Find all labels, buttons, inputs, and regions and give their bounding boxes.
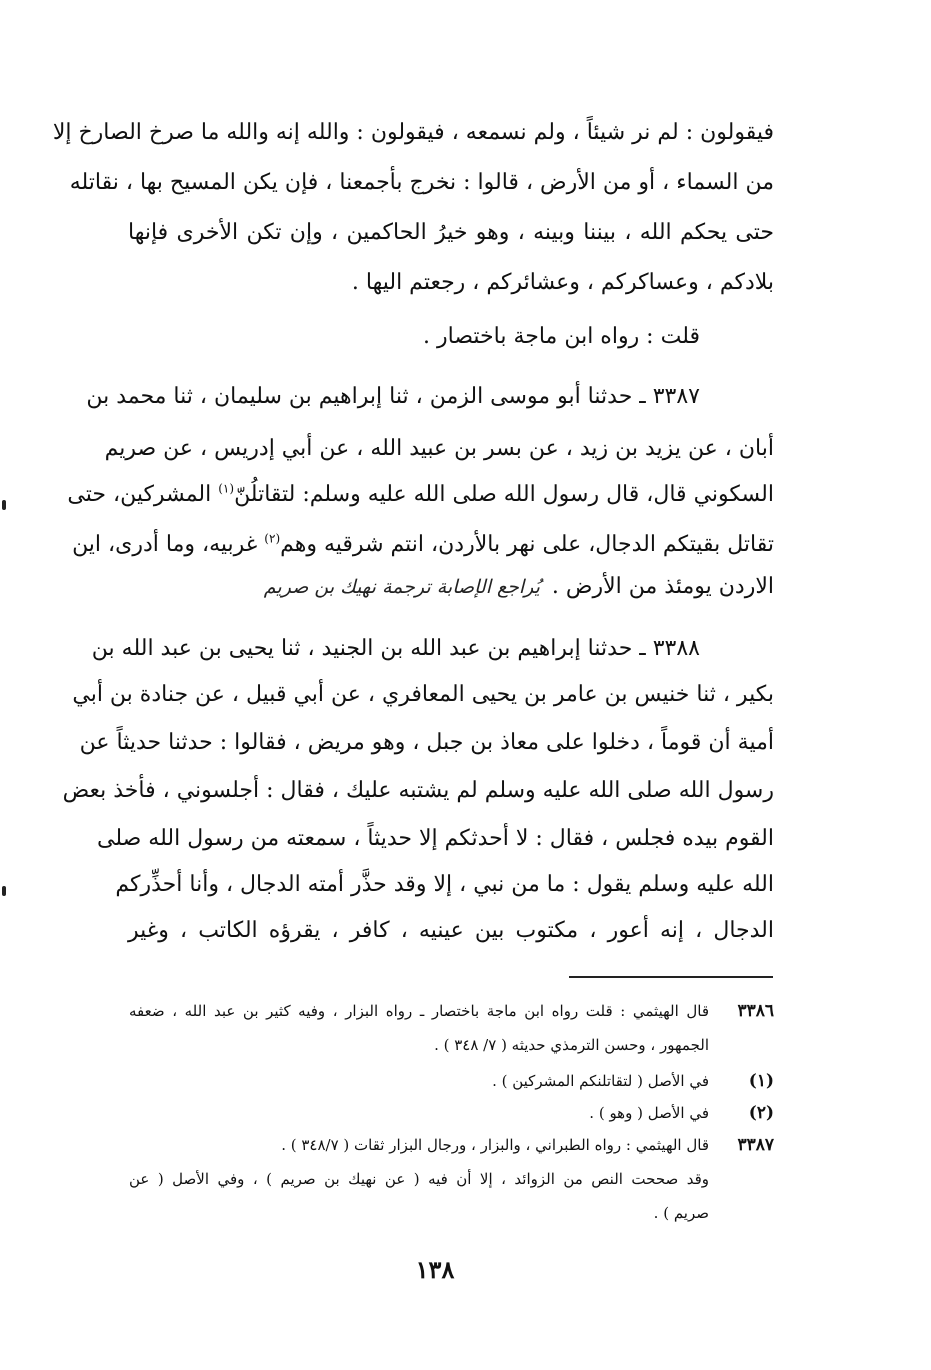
text-segment: المشركين، حتى (67, 482, 219, 507)
text-line: بكير ، ثنا خنيس بن عامر بن يحيى المعافري ، عن أبي قبيل ، عن جنادة بن أبي (72, 682, 774, 707)
footnote-line: وقد صححت النص من الزوائد ، إلا أن فيه ( عن نهيك بن صريم ) ، وفي الأصل ( عن (129, 1170, 709, 1188)
text-line (128, 562, 774, 612)
text-line: حتى يحكم الله ، بيننا وبينه ، وهو خيرُ الحاكمين ، وإن تكن الأخرى فإنها (128, 220, 774, 245)
hadith-3388-line: ٣٣٨٨ ـ حدثنا إبراهيم بن عبد الله بن الجنيد ، ثنا يحيى بن عبد الله بن (91, 636, 700, 661)
footnote-number: ٣٣٨٦ (737, 1001, 774, 1021)
footnote-line: في الأصل ( وهو ) . (589, 1104, 709, 1122)
footnote-ref[interactable]: (١) (218, 481, 235, 496)
footnote-number: (٢) (748, 1103, 774, 1123)
main-text (52, 0, 775, 980)
margin-mark (2, 500, 6, 510)
text-segment: غربيه، وما أدرى، اين (72, 532, 265, 557)
page-number: ١٣٨ (415, 1255, 455, 1284)
text-line: بلادكم ، وعساكركم ، وعشائركم ، رجعتم اليها . (351, 270, 774, 295)
margin-mark (2, 886, 6, 896)
hadith-3387-line: ٣٣٨٧ ـ حدثنا أبو موسى الزمن ، ثنا إبراهيم بن سليمان ، ثنا محمد بن (86, 384, 700, 409)
footnote-line: قال الهيثمي : رواه الطبراني ، والبزار ، ورجال البزار ثقات ( ٣٤٨/٧ ) . (281, 1136, 709, 1154)
text-line: أمية أن قوماً ، دخلوا على معاذ بن جبل ، وهو مريض ، فقالوا : حدثنا حديثاً عن (79, 730, 774, 755)
text-segment: السكوني قال، قال رسول الله صلى الله عليه وسلم: لتقاتلُنّ (234, 482, 774, 507)
footnote-line: الجمهور ، وحسن الترمذي حديثه ( ٧/ ٣٤٨ ) . (434, 1036, 709, 1054)
note-line: قلت : رواه ابن ماجة باختصار . (423, 324, 700, 349)
text-line: القوم بيده فجلس ، فقال : لا أحدثكم إلا حديثاً ، سمعته من رسول الله صلى (97, 826, 774, 851)
text-line (67, 470, 774, 520)
text-line: من السماء ، أو من الأرض ، قالوا : نخرج بأجمعنا ، فإن يكن المسيح بها ، نقاتله (69, 170, 774, 195)
text-segment: تقاتل بقيتكم الدجال، على نهر بالأردن، انتم شرقيه وهم (280, 532, 774, 557)
footnote-line: قال الهيثمي : قلت رواه ابن ماجة باختصار ـ رواه البزار ، وفيه كثير بن عبد الله ، ضعفه (129, 1002, 709, 1020)
footnote-separator (569, 976, 773, 978)
text-line: رسول الله صلى الله عليه وسلم لم يشتبه عليك ، فقال : أجلسوني ، فأخذ بعض (62, 778, 774, 803)
text-segment: الاردن يومئذ من الأرض . (551, 574, 774, 599)
footnote-line: صريم ) . (653, 1204, 709, 1222)
footnote-line: في الأصل ( لتقاتلنكم المشركين ) . (492, 1072, 709, 1090)
text-line: فيقولون : لم نر شيئاً ، ولم نسمعه ، فيقولون : والله إنه والله ما صرخ الصارخ إلا (52, 120, 774, 145)
text-line: أبان ، عن يزيد بن زيد ، عن بسر بن عبيد الله ، عن أبي إدريس ، عن صريم (104, 436, 774, 461)
footnote-ref[interactable]: (٢) (264, 531, 281, 546)
footnote-number: (١) (748, 1071, 774, 1091)
text-line: الله عليه وسلم يقول : ما من نبي ، إلا وقد حذَّر أمته الدجال ، وأنا أحذِّركم (115, 872, 774, 897)
text-line: الدجال ، إنه أعور ، مكتوب بين عينيه ، كافر ، يقرؤه الكاتب ، وغير (128, 918, 775, 943)
footnote-number: ٣٣٨٧ (737, 1135, 774, 1155)
handwritten-annotation: يُراجع الإصابة ترجمة نهيك بن صريم (263, 576, 540, 598)
